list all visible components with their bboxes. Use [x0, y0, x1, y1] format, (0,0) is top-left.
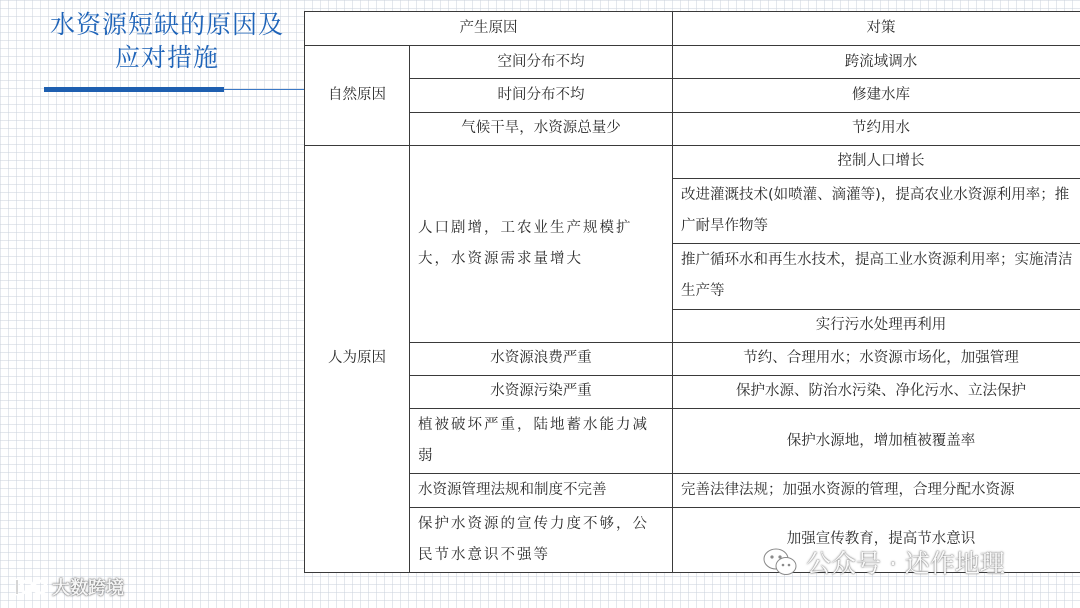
table-header-row: [305, 12, 1080, 46]
natural-cause-cell: 空间分布不均: [410, 46, 673, 79]
human-cause-cell: 水资源浪费严重: [410, 342, 673, 375]
title-block: [36, 8, 298, 88]
watermark-left-text: 大数跨境: [52, 578, 124, 599]
causes-measures-table-wrapper: [304, 11, 1080, 573]
title-underline-thick: [44, 87, 224, 92]
table-row: [305, 46, 1080, 79]
natural-measure-cell: 节约用水: [673, 112, 1080, 145]
watermark-right-text: 公众号 · 述作地理: [806, 549, 1005, 578]
header-measure: 对策: [673, 12, 1080, 46]
human-measure-cell: 加强宣传教育，提高节水意识: [673, 507, 1080, 572]
human-measure-cell: 保护水源、防治水污染、净化污水、立法保护: [673, 375, 1080, 408]
table-row: [305, 79, 1080, 112]
natural-measure-cell: 跨流域调水: [673, 46, 1080, 79]
wechat-icon: [762, 547, 798, 577]
table-row: [305, 474, 1080, 507]
table-row: [305, 375, 1080, 408]
human-cause-cell: 水资源污染严重: [410, 375, 673, 408]
dashu-logo-icon: [14, 576, 48, 598]
population-measure-cell: 改进灌溉技术(如喷灌、滴灌等)，提高农业水资源利用率；推广耐旱作物等: [673, 178, 1080, 243]
category-human: 人为原因: [305, 145, 410, 572]
human-cause-cell: 水资源管理法规和制度不完善: [410, 474, 673, 507]
page-title-line-2: 应对措施: [114, 43, 219, 72]
page-title-line-1: 水资源短缺的原因及: [49, 10, 284, 39]
population-measure-cell: 实行污水处理再利用: [673, 309, 1080, 342]
table-row: [305, 112, 1080, 145]
table-row: [305, 342, 1080, 375]
population-measure-cell: 推广循环水和再生水技术，提高工业水资源利用率；实施清洁生产等: [673, 244, 1080, 309]
natural-cause-cell: 时间分布不均: [410, 79, 673, 112]
page-title: [36, 8, 298, 74]
human-measure-cell: 保护水源地，增加植被覆盖率: [673, 409, 1080, 474]
human-population-cause-cell: 人口剧增，工农业生产规模扩大，水资源需求量增大: [410, 145, 673, 342]
header-cause: 产生原因: [305, 12, 673, 46]
human-measure-cell: 节约、合理用水；水资源市场化，加强管理: [673, 342, 1080, 375]
human-measure-cell: 完善法律法规；加强水资源的管理，合理分配水资源: [673, 474, 1080, 507]
human-cause-cell: 植被破坏严重，陆地蓄水能力减弱: [410, 409, 673, 474]
natural-cause-cell: 气候干旱，水资源总量少: [410, 112, 673, 145]
watermark-right: [762, 544, 1005, 580]
category-natural: 自然原因: [305, 46, 410, 146]
population-measure-cell: 控制人口增长: [673, 145, 1080, 178]
natural-measure-cell: 修建水库: [673, 79, 1080, 112]
watermark-left: [14, 571, 124, 603]
table-row: [305, 409, 1080, 474]
causes-measures-table: [304, 11, 1080, 573]
human-cause-cell: 保护水资源的宣传力度不够，公民节水意识不强等: [410, 507, 673, 572]
table-row: [305, 145, 1080, 178]
